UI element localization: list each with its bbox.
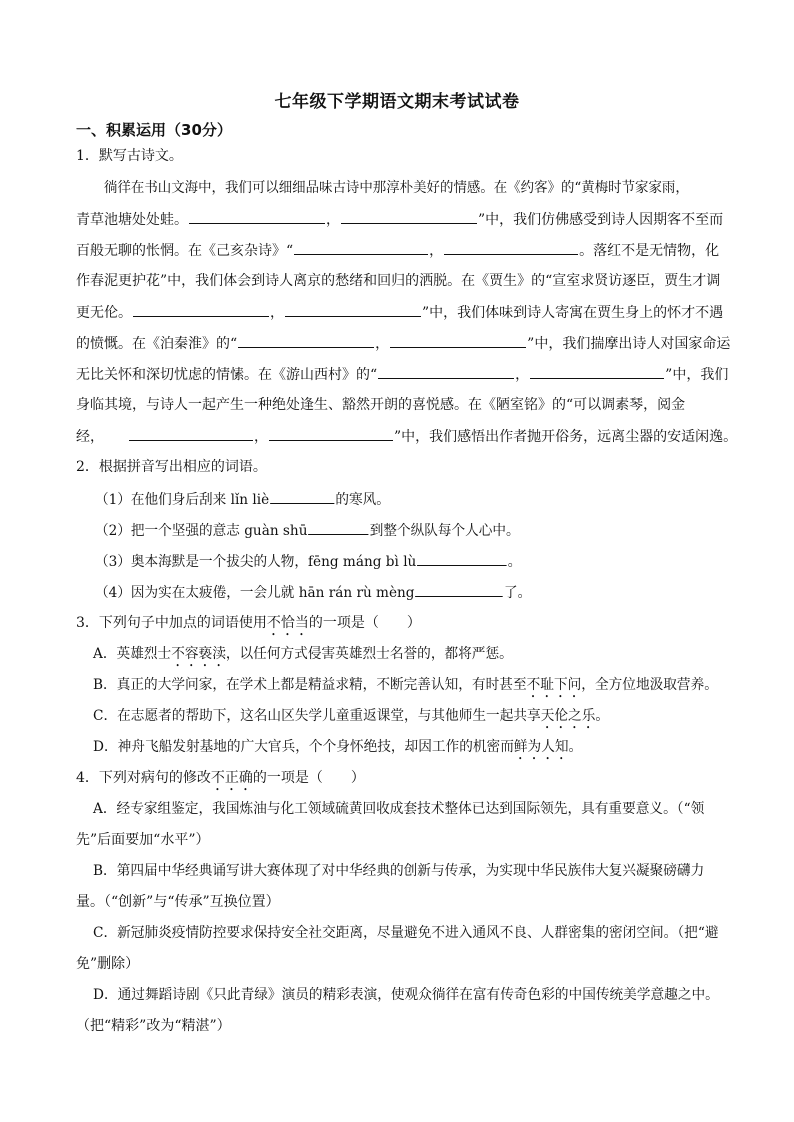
option-text: 。 xyxy=(568,739,583,755)
q3-option-c[interactable] xyxy=(93,706,776,726)
q1-text: 的愤慨。在《泊秦淮》的“ xyxy=(76,336,238,352)
emphasized-word: 不恰当 xyxy=(266,615,309,631)
q1-line-8 xyxy=(76,395,776,415)
emphasized-word: 不耻下问 xyxy=(526,677,582,693)
answer-blank[interactable] xyxy=(129,426,253,441)
q1-text: 身临其境，与诗人一起产生一种绝处逢生、豁然开朗的喜悦感。在《陋室铭》的“可以调素琴，阅金 xyxy=(76,397,686,413)
q1-text: 经， xyxy=(76,429,104,445)
q4-stem-text: 的一项是（ ） xyxy=(252,770,365,786)
q1-text: ， xyxy=(375,336,390,352)
q1-text: ”中，我们揣摩出诗人对国家命运 xyxy=(527,336,731,352)
q1-text: ， xyxy=(326,212,340,228)
emphasized-word: 天伦之乐 xyxy=(540,708,596,724)
q1-text: 作春泥更护花”中，我们体会到诗人离京的愁绪和回归的洒脱。在《贾生》的“宣室求贤访逐臣，贾生才调 xyxy=(76,273,721,289)
answer-blank[interactable] xyxy=(444,240,578,255)
q1-line-7 xyxy=(76,364,776,384)
q1-text: ”中，我们感悟出作者抛开俗务，远离尘器的安适闲逸。 xyxy=(394,429,738,445)
q2-item-2 xyxy=(95,520,776,540)
q3-stem-text: 3．下列句子中加点的词语使用 xyxy=(76,615,267,631)
option-text: B．真正的大学问家，在学术上都是精益求精，不断完善认知，有时甚至 xyxy=(93,677,527,693)
page-title: 七年级下学期语文期末考试试卷 xyxy=(274,92,520,112)
q1-text: 更无伦。 xyxy=(76,305,132,321)
answer-blank[interactable] xyxy=(294,240,428,255)
q1-text: 徜徉在书山文海中，我们可以细细品味古诗中那淳朴美好的情感。在《约客》的“黄梅时节家家雨， xyxy=(104,180,689,196)
q1-line-2 xyxy=(76,209,776,229)
q4-option-b-line-2: 量。（“创新”与“传承”互换位置） xyxy=(76,894,280,910)
q1-text: ， xyxy=(254,429,268,445)
q2-item-4 xyxy=(95,582,776,602)
q1-text: 青草池塘处处蛙。 xyxy=(76,212,188,228)
answer-blank[interactable] xyxy=(270,489,334,504)
option-text: D．神舟飞船发射基地的广大官兵，个个身怀绝技，却因工作的机密而 xyxy=(93,739,514,755)
question-2-stem: 2．根据拼音写出相应的词语。 xyxy=(76,459,267,475)
q3-option-a[interactable] xyxy=(93,644,776,664)
q1-line-6 xyxy=(76,333,776,353)
q2-text: （3）奥本海默是一个拔尖的人物，fēng máng bì lù xyxy=(95,554,417,570)
q1-line-9 xyxy=(76,426,776,446)
answer-blank[interactable] xyxy=(341,209,477,224)
q1-text: ”中，我们仿佛感受到诗人因期客不至而 xyxy=(478,212,724,228)
q2-text: 。 xyxy=(507,554,522,570)
q4-option-b-line-1[interactable]: B．第四届中华经典诵写讲大赛体现了对中华经典的创新与传承，为实现中华民族伟大复兴凝聚磅礴力 xyxy=(93,863,705,879)
q1-line-1 xyxy=(104,178,776,198)
q4-option-c-line-2: 免”删除） xyxy=(76,956,140,972)
q4-option-a-line-1[interactable]: A．经专家组鉴定，我国炼油与化工领域硫黄回收成套技术整体已达到国际领先，具有重要意义。（“领 xyxy=(93,801,705,817)
answer-blank[interactable] xyxy=(269,426,393,441)
q1-text: 百般无聊的怅惘。在《己亥杂诗》“ xyxy=(76,243,294,259)
q2-text: 了。 xyxy=(504,585,532,601)
q1-line-4 xyxy=(76,271,776,291)
q1-text: 无比关怀和深切忧虑的情愫。在《游山西村》的“ xyxy=(76,367,378,383)
q2-item-1 xyxy=(95,489,776,509)
q2-text: （1）在他们身后刮来 lǐn liè xyxy=(95,492,270,508)
option-text: A．英雄烈士 xyxy=(93,646,172,662)
q1-text: 。落红不是无情物，化 xyxy=(579,243,720,259)
q1-text: ， xyxy=(270,305,284,321)
option-text: ，以任何方式侵害英雄烈士名誉的，都将严惩。 xyxy=(225,646,513,662)
q1-text: ”中，我们 xyxy=(665,367,729,383)
q4-option-a-line-2: 先”后面要加“水平”） xyxy=(76,832,210,848)
option-text: C．在志愿者的帮助下，这名山区失学儿童重返课堂，与其他师生一起共享 xyxy=(93,708,541,724)
emphasized-word: 不容亵渎 xyxy=(171,646,226,662)
answer-blank[interactable] xyxy=(133,302,269,317)
q2-text: （2）把一个坚强的意志 guàn shū xyxy=(95,523,308,539)
section-heading: 一、积累运用（30分） xyxy=(76,121,232,139)
answer-blank[interactable] xyxy=(308,520,368,535)
q3-option-d[interactable] xyxy=(93,737,776,757)
answer-blank[interactable] xyxy=(285,302,421,317)
question-4-stem xyxy=(76,768,776,788)
option-text: ，全方位地汲取营养。 xyxy=(581,677,718,693)
q4-option-c-line-1[interactable]: C．新冠肺炎疫情防控要求保持安全社交距离，尽量避免不进入通风不良、人群密集的密闭空间。（把“避 xyxy=(93,925,719,941)
q4-option-d-line-1[interactable]: D．通过舞蹈诗剧《只此青绿》演员的精彩表演，使观众徜徉在富有传奇色彩的中国传统美学意趣之中。 xyxy=(93,987,719,1003)
emphasized-word: 不正确 xyxy=(210,770,253,786)
q3-stem-text: 的一项是（ ） xyxy=(308,615,421,631)
emphasized-word: 鲜为人知 xyxy=(513,739,569,755)
answer-blank[interactable] xyxy=(417,551,507,566)
answer-blank[interactable] xyxy=(189,209,325,224)
q1-line-5 xyxy=(76,302,776,322)
q1-text: ， xyxy=(429,243,444,259)
answer-blank[interactable] xyxy=(390,333,526,348)
q4-stem-text: 4．下列对病句的修改 xyxy=(76,770,211,786)
question-1-stem: 1．默写古诗文。 xyxy=(76,148,183,164)
q2-item-3 xyxy=(95,551,776,571)
q1-line-3 xyxy=(76,240,776,260)
option-text: 。 xyxy=(595,708,610,724)
q2-text: 的寒风。 xyxy=(335,492,390,508)
answer-blank[interactable] xyxy=(416,582,504,597)
question-3-stem xyxy=(76,613,776,633)
q1-text: ”中，我们体味到诗人寄寓在贾生身上的怀才不遇 xyxy=(422,305,724,321)
q3-option-b[interactable] xyxy=(93,675,776,695)
q4-option-d-line-2: （把“精彩”改为“精湛”） xyxy=(76,1018,231,1034)
answer-blank[interactable] xyxy=(238,333,374,348)
q2-text: 到整个纵队每个人心中。 xyxy=(369,523,520,539)
q1-text: ， xyxy=(515,367,530,383)
answer-blank[interactable] xyxy=(378,364,514,379)
q2-text: （4）因为实在太疲倦，一会儿就 hān rán rù mèng xyxy=(95,585,415,601)
answer-blank[interactable] xyxy=(530,364,664,379)
